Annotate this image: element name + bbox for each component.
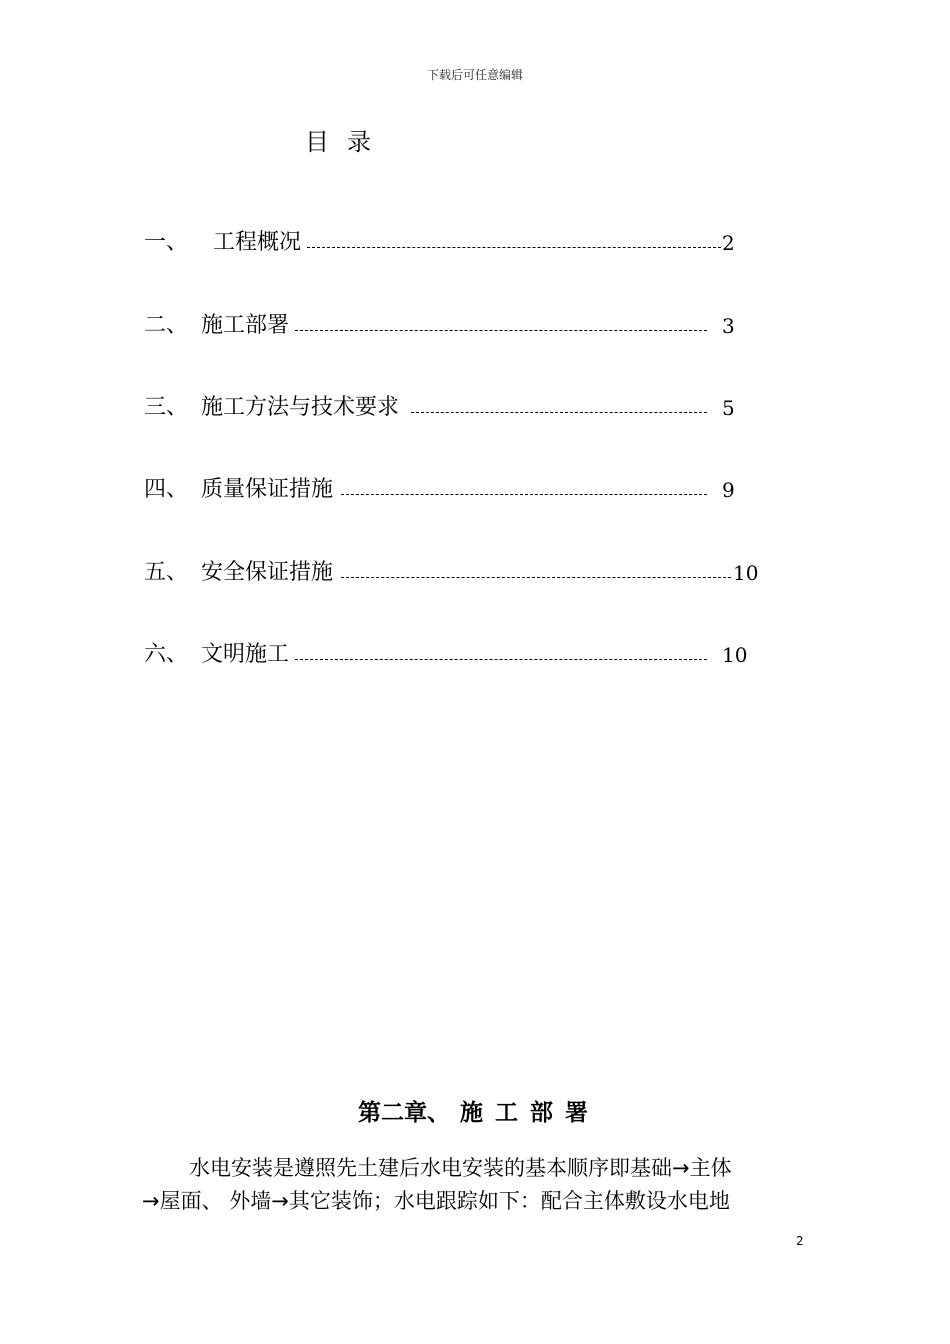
toc-entry-title: 工程概况 [213,230,302,255]
toc-leader [307,247,721,248]
toc-entry [144,392,764,424]
toc-entry-page: 3 [722,314,735,338]
toc-entry-number: 四、 [144,477,189,502]
toc-entry-number: 三、 [144,395,189,420]
toc-entry-title: 施工部署 [201,313,290,338]
toc-entry-number: 二、 [144,313,189,338]
toc-entry-title: 质量保证措施 [201,477,334,502]
chapter-name: 施工部署 [460,1100,600,1126]
toc-entry-title: 施工方法与技术要求 [201,395,400,420]
page-number: 2 [796,1234,804,1248]
toc-entry-page: 10 [722,643,748,667]
body-paragraph-line-2: →屋面、 外墙→其它装饰；水电跟踪如下：配合主体敷设水电地 [142,1189,730,1213]
toc-entry-title: 文明施工 [201,642,290,667]
toc-entry [144,474,764,506]
toc-entry-page: 5 [722,396,735,420]
toc-title: 目录 [305,128,389,156]
toc-entry-number: 五、 [144,560,189,585]
toc-entry-page: 9 [722,478,735,502]
toc-leader [341,494,707,495]
toc-entry-title: 安全保证措施 [201,560,334,585]
toc-entry-number: 六、 [144,642,189,667]
toc-leader [341,577,731,578]
toc-entry-number: 一、 [144,230,189,255]
toc-entry-page: 10 [733,561,759,585]
toc-entry [144,639,764,671]
chapter-title [358,1094,600,1127]
chapter-label: 第二章、 [358,1100,450,1126]
body-paragraph-line-1: 水电安装是遵照先土建后水电安装的基本顺序即基础→主体 [189,1156,732,1180]
toc-entry-page: 2 [722,231,735,255]
toc-leader [411,412,707,413]
toc-entry [144,310,764,342]
toc-leader [295,659,707,660]
toc-leader [295,330,707,331]
toc-entry [144,557,764,589]
toc-entry [144,227,764,259]
header-note: 下载后可任意编辑 [426,68,523,82]
